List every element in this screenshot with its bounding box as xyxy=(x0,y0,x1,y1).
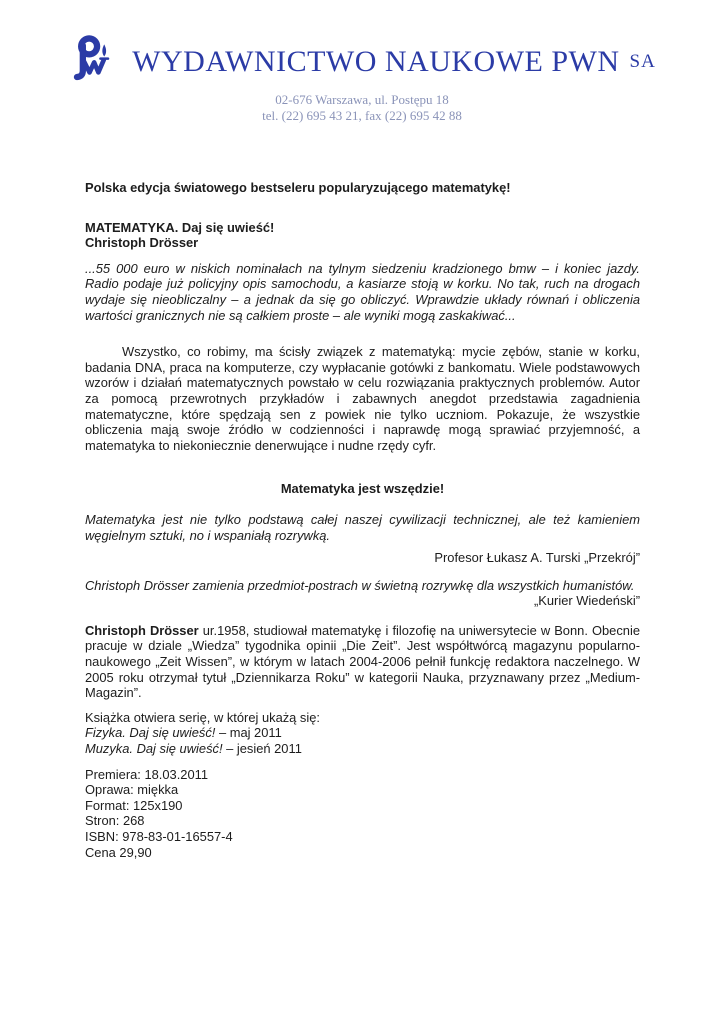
bio-author-name: Christoph Drösser xyxy=(85,622,199,638)
book-title: MATEMATYKA. Daj się uwieść! xyxy=(85,219,275,235)
quote1-text: Matematyka jest nie tylko podstawą całej naszej cywilizacji technicznej, ale też kamieniem węgielnym sztuki, no i wspaniałą rozrywką. xyxy=(85,511,640,543)
publisher-address xyxy=(0,92,724,123)
series-item xyxy=(85,725,640,741)
detail-binding: Oprawa: miękka xyxy=(85,782,179,798)
detail-format: Format: 125x190 xyxy=(85,797,183,813)
bio-text: ur.1958, studiował matematykę i filozofię na uniwersytecie w Bonn. Obecnie pracuje w dziale „Wiedza” tygodnika opinii „Die Zeit”. Jest współtwórcą magazynu popularno-naukowego „Zeit Wissen”, w którym w latach 2004-2006 pełnił funkcję redaktora naczelnego. W 2005 roku otrzymał tytuł „Dziennikarza Roku” w kategorii Nauka, przyznawany przez „Medium-Magazin”. xyxy=(85,622,640,701)
quote2-text: Christoph Drösser zamienia przedmiot-postrach w świetną rozrywkę dla wszystkich humanistów. xyxy=(85,577,635,593)
intro-paragraph: ...55 000 euro w niskich nominałach na tylnym siedzeniu kradzionego bmw – i koniec jazdy. Radio podaje już policyjny opis samochodu, a kasiarze stoją w korku. No tak, ruch na drogach wydaje się nieobliczalny – a jednak da się go obliczyć. Wprawdzie układy równań i obliczenia wartości granicznych nie są całkiem proste – ale wyniki mogą zaskakiwać... xyxy=(85,260,640,323)
series-item-title: Muzyka. Daj się uwieść! xyxy=(85,741,223,757)
lead-line: Polska edycja światowego bestseleru popularyzującego matematykę! xyxy=(85,180,511,195)
publisher-name: WYDAWNICTWO NAUKOWE PWN xyxy=(132,44,620,78)
address-line-1: 02-676 Warszawa, ul. Postępu 18 xyxy=(275,92,449,107)
detail-isbn: ISBN: 978-83-01-16557-4 xyxy=(85,829,233,844)
series-item-date: – maj 2011 xyxy=(215,725,282,741)
address-line-2: tel. (22) 695 43 21, fax (22) 695 42 88 xyxy=(262,107,462,123)
slogan-heading: Matematyka jest wszędzie! xyxy=(280,481,445,497)
quote1-attribution: Profesor Łukasz A. Turski „Przekrój” xyxy=(434,550,640,566)
letterhead xyxy=(0,0,724,123)
book-details xyxy=(85,767,640,861)
series-item-title: Fizyka. Daj się uwieść! xyxy=(85,725,216,741)
quote2-attribution: „Kurier Wiedeński” xyxy=(533,593,640,609)
publisher-suffix: SA xyxy=(629,50,656,72)
detail-pages: Stron: 268 xyxy=(85,813,145,829)
detail-premiere: Premiera: 18.03.2011 xyxy=(85,766,209,782)
brand-row xyxy=(68,33,656,90)
author-bio xyxy=(85,623,640,701)
document-body xyxy=(85,180,640,860)
series-block xyxy=(85,710,640,757)
pwn-logo-icon xyxy=(68,33,122,90)
title-block xyxy=(85,220,640,251)
series-intro: Książka otwiera serię, w której ukażą się: xyxy=(85,709,320,725)
detail-price: Cena 29,90 xyxy=(85,844,152,860)
series-item-date: – jesień 2011 xyxy=(222,741,302,757)
description-paragraph: Wszystko, co robimy, ma ścisły związek z matematyką: mycie zębów, stanie w korku, badania DNA, praca na komputerze, czy wypłacanie gotówki z bankomatu. Wiele podstawowych wzorów i działań matematycznych powstało w celu rozwiązania praktycznych problemów. Autor za pomocą przewrotnych przykładów i zabawnych anegdot przedstawia zagadnienia matematyczne, które spędzają sen z powiek nie tylko uczniom. Pokazuje, że wszystkie obliczenia mają swoje źródło w codzienności i naprawdę mogą sprawiać przyjemność, a matematyka to niekoniecznie denerwujące i nudne rzędy cyfr. xyxy=(85,344,640,453)
series-item xyxy=(85,741,640,757)
quote2-block xyxy=(85,578,640,609)
book-author: Christoph Drösser xyxy=(85,235,199,251)
